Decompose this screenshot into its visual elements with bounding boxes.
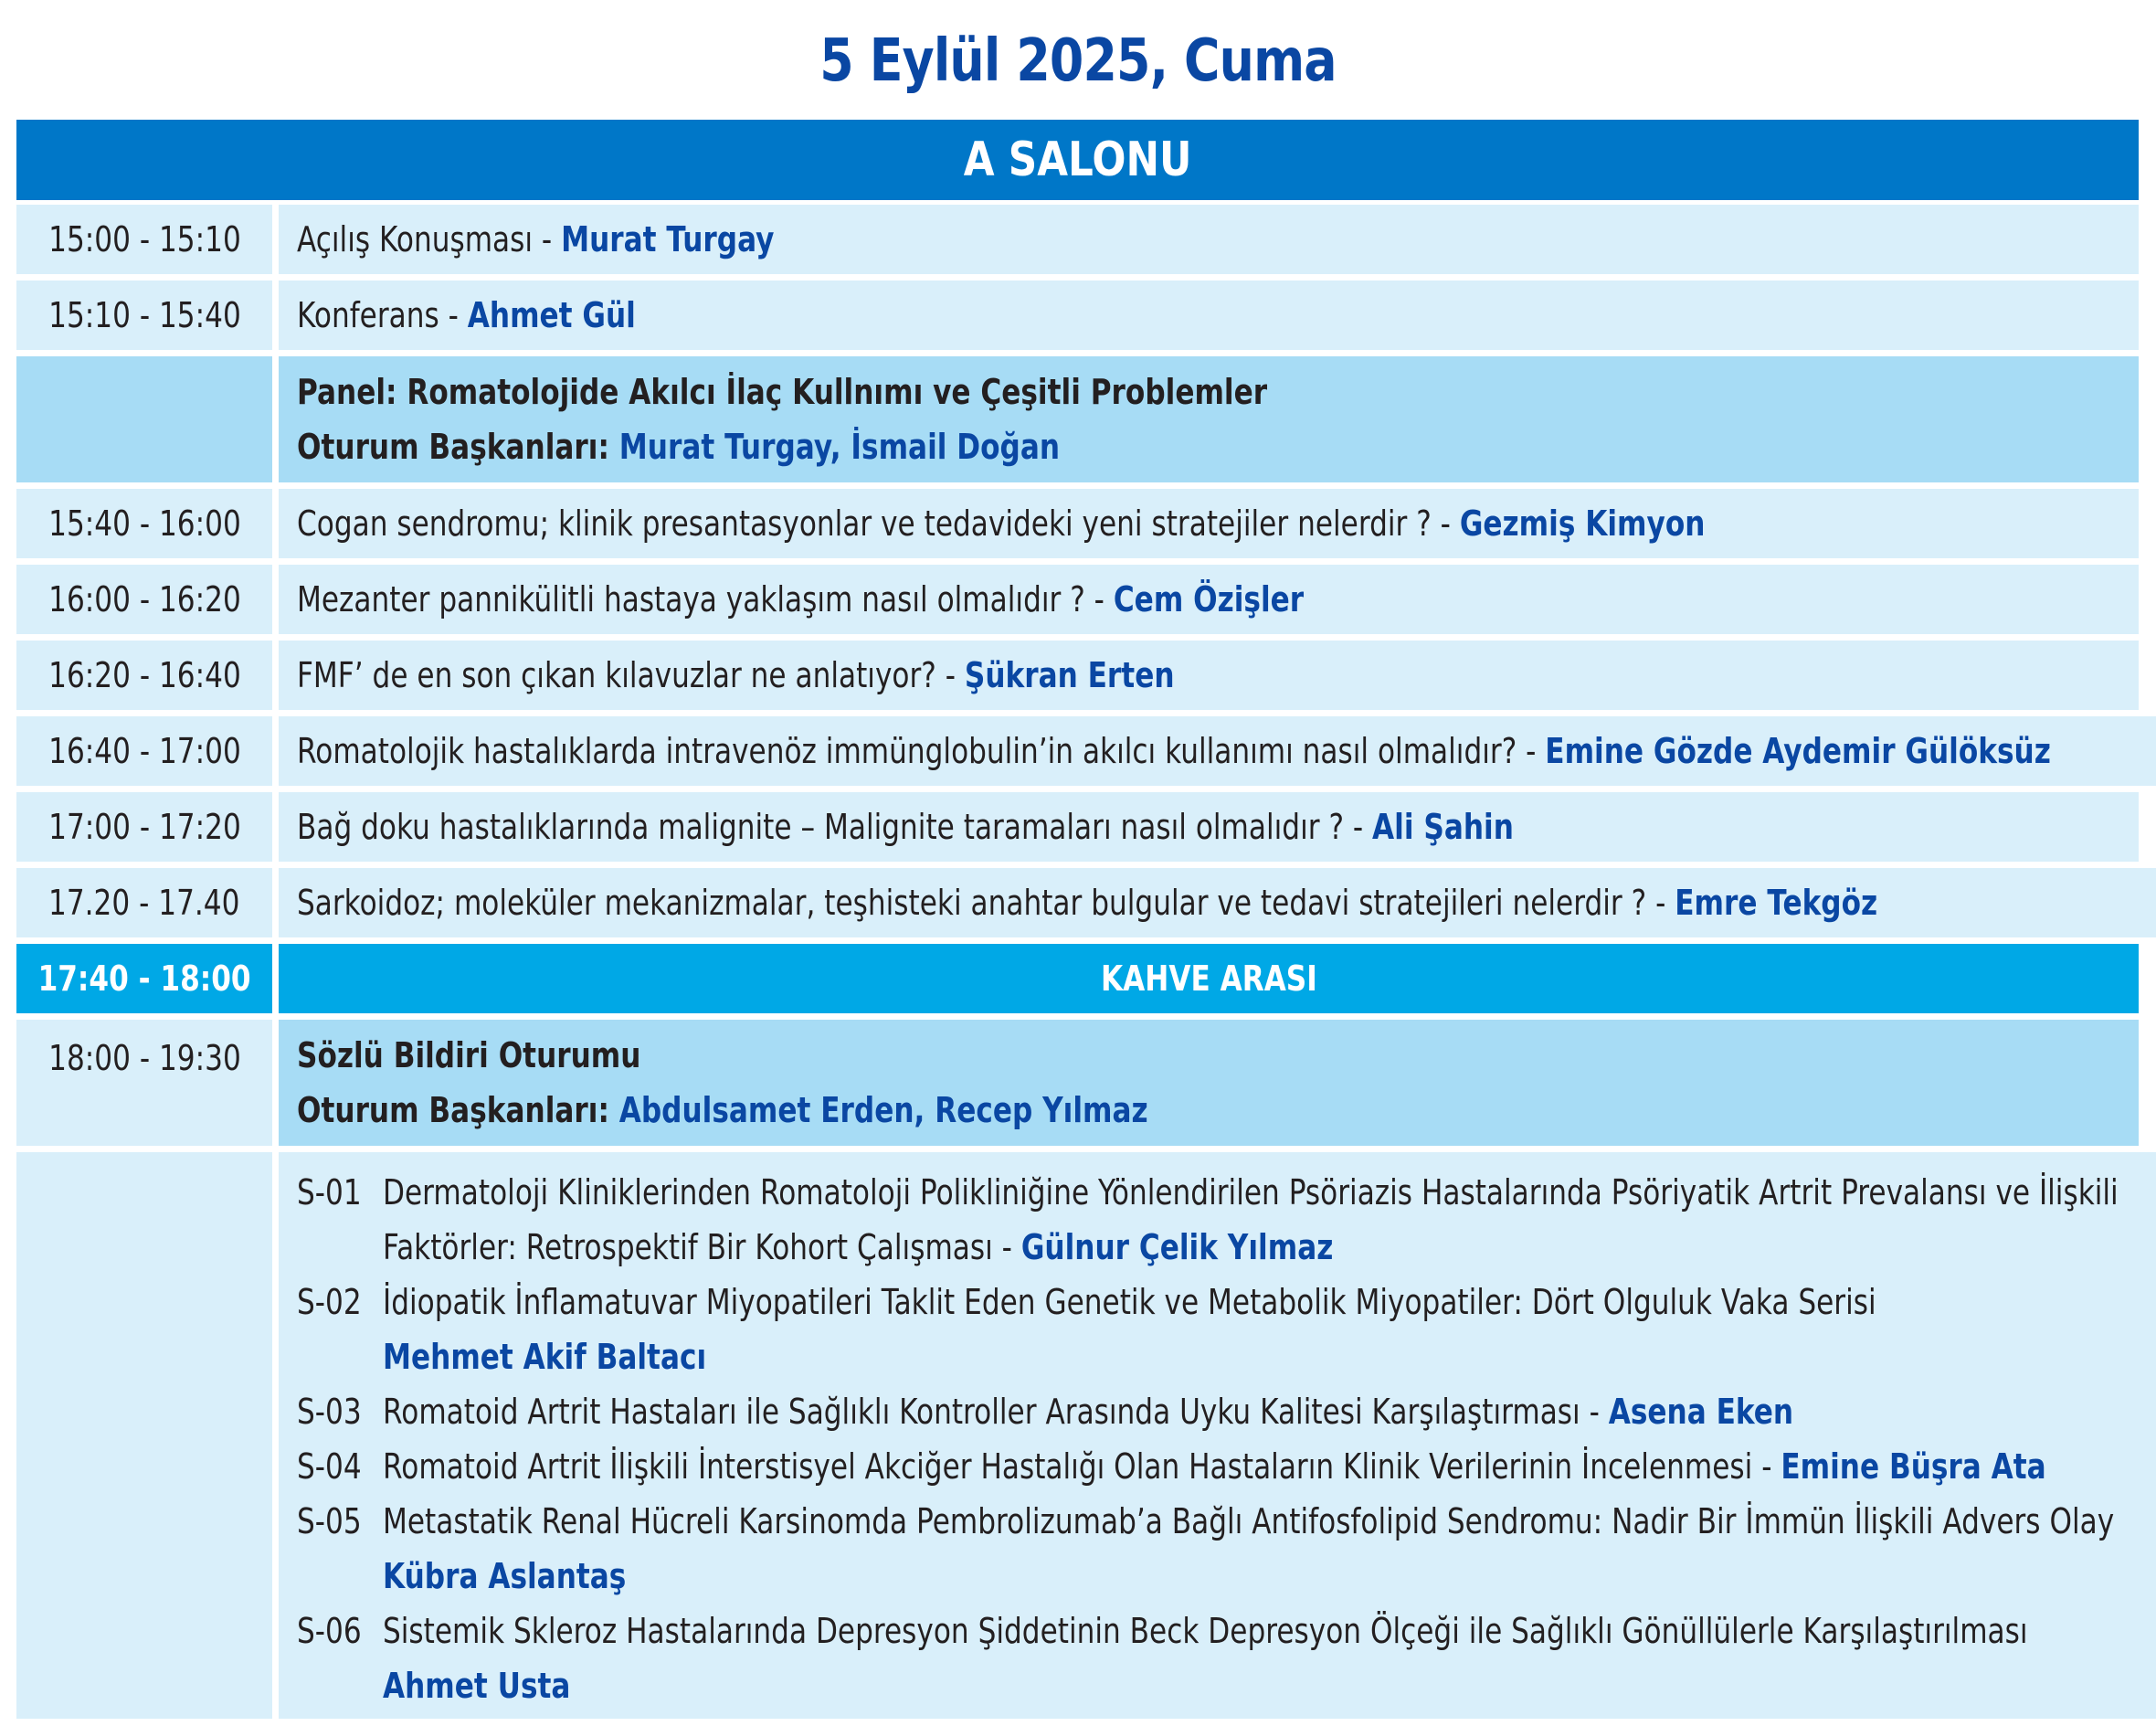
abstract-code: S-01: [297, 1172, 362, 1212]
program-table: [16, 205, 2139, 1725]
session-cell: [279, 565, 2139, 634]
speaker-name: Ahmet Gül: [467, 295, 636, 335]
speaker-name: Gezmiş Kimyon: [1459, 503, 1706, 544]
page-title: 5 Eylül 2025, Cuma: [819, 27, 1337, 95]
abstract-code: S-04: [297, 1446, 362, 1487]
abstract-item: [297, 1604, 2156, 1713]
speaker-name: Şükran Erten: [964, 655, 1175, 695]
table-row: [16, 205, 2139, 274]
time-cell: 17.20 - 17.40: [16, 868, 272, 937]
topic-text: Sarkoidoz; moleküler mekanizmalar, teşhisteki anahtar bulgular ve tedavi stratejileri nelerdir ? -: [297, 883, 1675, 923]
time-cell: 17:40 - 18:00: [16, 944, 272, 1013]
abstract-code: S-05: [297, 1501, 362, 1541]
speaker-name: Ahmet Usta: [383, 1666, 571, 1706]
abstract-title: Metastatik Renal Hücreli Karsinomda Pembrolizumab’a Bağlı Antifosfolipid Sendromu: Nadir Bir İmmün İlişkili Advers Olay: [383, 1501, 2115, 1541]
panel-header-row: [16, 356, 2139, 482]
abstract-item: [297, 1275, 2156, 1384]
time-cell: [16, 356, 272, 482]
time-cell: 16:20 - 16:40: [16, 641, 272, 710]
abstract-title-cont: Faktörler: Retrospektif Bir Kohort Çalışması -: [383, 1227, 1021, 1267]
topic-text: FMF’ de en son çıkan kılavuzlar ne anlatıyor? -: [297, 655, 965, 695]
session-cell: [279, 205, 2139, 274]
coffee-break-row: [16, 944, 2139, 1013]
time-cell: 15:10 - 15:40: [16, 281, 272, 350]
abstract-code: S-06: [297, 1611, 362, 1651]
time-cell: [16, 1152, 272, 1719]
topic-text: Açılış Konuşması -: [297, 219, 562, 259]
time-cell: 18:00 - 19:30: [16, 1020, 272, 1146]
chairs-names: Murat Turgay, İsmail Doğan: [618, 427, 1061, 467]
oral-session-cell: [279, 1020, 2139, 1146]
abstract-code: S-02: [297, 1282, 362, 1322]
table-row: [16, 281, 2139, 350]
speaker-name: Asena Eken: [1608, 1392, 1794, 1432]
speaker-name: Gülnur Çelik Yılmaz: [1020, 1227, 1334, 1267]
time-cell: 15:40 - 16:00: [16, 489, 272, 558]
time-cell: 16:40 - 17:00: [16, 716, 272, 786]
speaker-name: Emine Büşra Ata: [1781, 1446, 2046, 1487]
abstracts-cell: [279, 1152, 2156, 1719]
abstract-title: Romatoid Artrit İlişkili İnterstisyel Akciğer Hastalığı Olan Hastaların Klinik Verilerinin İncelenmesi -: [383, 1446, 1781, 1487]
salon-label: A SALONU: [963, 132, 1192, 187]
oral-session-title: Sözlü Bildiri Oturumu: [297, 1035, 641, 1075]
topic-text: Mezanter pannikülitli hastaya yaklaşım nasıl olmalıdır ? -: [297, 579, 1114, 619]
session-cell: [279, 281, 2139, 350]
session-cell: [279, 489, 2139, 558]
table-row: [16, 868, 2139, 937]
abstract-title: Romatoid Artrit Hastaları ile Sağlıklı Kontroller Arasında Uyku Kalitesi Karşılaştırması -: [383, 1392, 1609, 1432]
session-cell: [279, 792, 2139, 862]
panel-title: Panel: Romatolojide Akılcı İlaç Kullnımı ve Çeşitli Problemler: [297, 372, 1268, 412]
session-cell: [279, 716, 2156, 786]
speaker-name: Ali Şahin: [1372, 807, 1514, 847]
chairs-label: Oturum Başkanları:: [297, 1090, 619, 1130]
speaker-name: Kübra Aslantaş: [383, 1556, 627, 1596]
topic-text: Bağ doku hastalıklarında malignite – Malignite taramaları nasıl olmalıdır ? -: [297, 807, 1373, 847]
abstract-item: [297, 1165, 2156, 1275]
topic-text: Romatolojik hastalıklarda intravenöz immünglobulin’in akılcı kullanımı nasıl olmalıdır? -: [297, 731, 1546, 771]
salon-header: [16, 120, 2139, 200]
abstract-item: [297, 1439, 2156, 1494]
table-row: [16, 641, 2139, 710]
chairs-names: Abdulsamet Erden, Recep Yılmaz: [618, 1090, 1148, 1130]
time-cell: 17:00 - 17:20: [16, 792, 272, 862]
speaker-name: Emre Tekgöz: [1675, 883, 1878, 923]
speaker-name: Cem Özişler: [1113, 579, 1305, 619]
abstract-title: Dermatoloji Kliniklerinden Romatoloji Polikliniğine Yönlendirilen Psöriazis Hastalarında Psöriyatik Artrit Prevalansı ve İlişkili: [383, 1172, 2119, 1212]
table-row: [16, 565, 2139, 634]
time-cell: 16:00 - 16:20: [16, 565, 272, 634]
panel-cell: [279, 356, 2139, 482]
abstract-item: [297, 1494, 2156, 1604]
speaker-name: Murat Turgay: [561, 219, 775, 259]
speaker-name: Mehmet Akif Baltacı: [383, 1337, 707, 1377]
coffee-break-cell: [279, 944, 2139, 1013]
topic-text: Konferans -: [297, 295, 468, 335]
abstract-title: Sistemik Skleroz Hastalarında Depresyon Şiddetinin Beck Depresyon Ölçeği ile Sağlıklı Gönüllülerle Karşılaştırılması: [383, 1611, 2028, 1651]
abstract-code: S-03: [297, 1392, 362, 1432]
abstract-title: İdiopatik İnflamatuvar Miyopatileri Taklit Eden Genetik ve Metabolik Miyopatiler: Dört Olguluk Vaka Serisi: [383, 1282, 1876, 1322]
coffee-break-label: KAHVE ARASI: [1100, 958, 1317, 999]
time-cell: 15:00 - 15:10: [16, 205, 272, 274]
table-row: [16, 489, 2139, 558]
table-row: [16, 792, 2139, 862]
abstracts-row: [16, 1152, 2139, 1719]
oral-session-header-row: [16, 1020, 2139, 1146]
topic-text: Cogan sendromu; klinik presantasyonlar ve tedavideki yeni stratejiler nelerdir ? -: [297, 503, 1460, 544]
table-row: [16, 716, 2139, 786]
chairs-label: Oturum Başkanları:: [297, 427, 619, 467]
session-cell: [279, 868, 2156, 937]
abstract-item: [297, 1384, 2156, 1439]
speaker-name: Emine Gözde Aydemir Gülöksüz: [1545, 731, 2051, 771]
session-cell: [279, 641, 2139, 710]
